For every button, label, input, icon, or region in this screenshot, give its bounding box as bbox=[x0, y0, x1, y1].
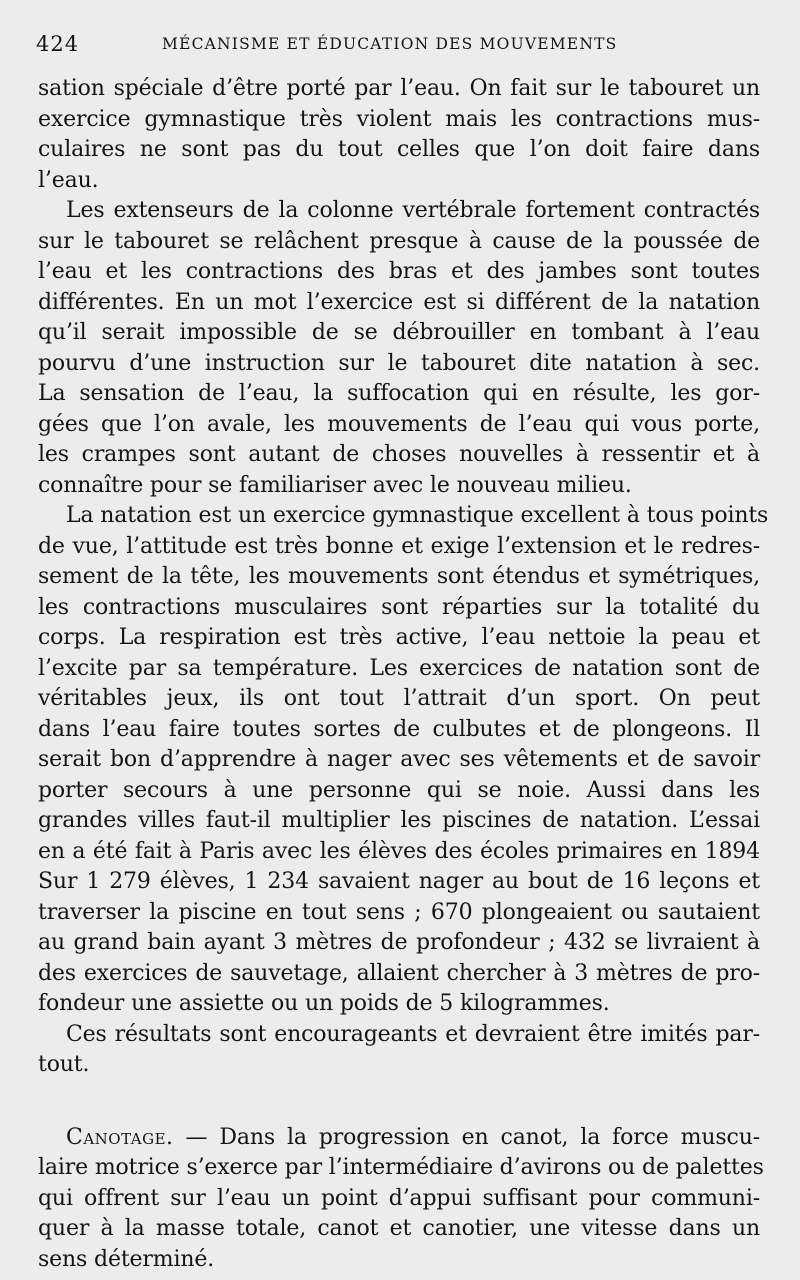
paragraph-resultats bbox=[38, 1020, 760, 1081]
text-line: fondeur une assiette ou un poids de 5 kilogrammes. bbox=[38, 991, 610, 1016]
text-line: sens déterminé. bbox=[38, 1246, 215, 1272]
text-line: qu’il serait impossible de se débrouiller en tombant à l’eau bbox=[38, 320, 760, 345]
text-line: l’eau. bbox=[38, 167, 99, 193]
text-line: l’excite par sa température. Les exercices de natation sont de bbox=[38, 655, 760, 681]
paragraph-natation bbox=[38, 501, 769, 1020]
text-line: dans l’eau faire toutes sortes de culbutes et de plongeons. Il bbox=[38, 716, 760, 742]
text-line: sur le tabouret se relâchent presque à cause de la poussée de bbox=[38, 228, 760, 254]
text-line: grandes villes faut-il multiplier les piscines de natation. L’essai bbox=[38, 808, 760, 833]
text-line: corps. La respiration est très active, l’eau nettoie la peau et bbox=[38, 625, 760, 650]
paragraph-extenseurs bbox=[38, 196, 760, 501]
text-line: sation spéciale d’être porté par l’eau. On fait sur le tabouret un bbox=[38, 76, 760, 101]
page-number: 424 bbox=[36, 32, 80, 56]
text-line: exercice gymnastique très violent mais les contractions mus- bbox=[38, 106, 760, 132]
text-line: porter secours à une personne qui se noie. Aussi dans les bbox=[38, 777, 760, 803]
section-lead-text: — Dans la progression en canot, la force muscu- bbox=[185, 1124, 760, 1150]
text-line: au grand bain ayant 3 mètres de profondeur ; 432 se livraient à bbox=[38, 930, 760, 955]
text-line: laire motrice s’exerce par l’intermédiaire d’avirons ou de palettes bbox=[38, 1155, 764, 1180]
text-line: La sensation de l’eau, la suffocation qui en résulte, les gor- bbox=[38, 381, 760, 406]
text-line: quer à la masse totale, canot et canotier, une vitesse dans un bbox=[38, 1216, 760, 1241]
text-line: gées que l’on avale, les mouvements de l’eau qui vous porte, bbox=[38, 411, 760, 437]
text-line: différentes. En un mot l’exercice est si différent de la natation bbox=[38, 289, 760, 315]
body-text bbox=[38, 74, 769, 1275]
text-line: des exercices de sauvetage, allaient chercher à 3 mètres de pro- bbox=[38, 960, 760, 986]
section-gap bbox=[38, 1081, 760, 1123]
text-line: traverser la piscine en tout sens ; 670 plongeaient ou sautaient bbox=[38, 899, 760, 925]
text-line: connaître pour se familiariser avec le nouveau milieu. bbox=[38, 472, 632, 498]
running-head bbox=[36, 32, 756, 62]
text-line: culaires ne sont pas du tout celles que l’on doit faire dans bbox=[38, 137, 760, 162]
text-line: tout. bbox=[38, 1052, 90, 1077]
text-line: véritables jeux, ils ont tout l’attrait d’un sport. On peut bbox=[38, 686, 760, 711]
paragraph-tabouret bbox=[38, 74, 760, 196]
running-title: MÉCANISME ET ÉDUCATION DES MOUVEMENTS bbox=[162, 35, 618, 53]
text-line: Les extenseurs de la colonne vertébrale fortement contractés bbox=[66, 198, 760, 223]
text-line: Ces résultats sont encourageants et devraient être imités par- bbox=[66, 1021, 760, 1047]
text-line: de vue, l’attitude est très bonne et exige l’extension et le redres- bbox=[38, 533, 760, 559]
paragraph-canotage bbox=[38, 1123, 764, 1276]
text-line: Sur 1 279 élèves, 1 234 savaient nager au bout de 16 leçons et bbox=[38, 869, 760, 894]
text-line: sement de la tête, les mouvements sont étendus et symétriques, bbox=[38, 564, 760, 589]
text-line: serait bon d’apprendre à nager avec ses vêtements et de savoir bbox=[38, 747, 760, 772]
text-line: en a été fait à Paris avec les élèves des écoles primaires en 1894 bbox=[38, 838, 760, 864]
text-line: les crampes sont autant de choses nouvelles à ressentir et à bbox=[38, 442, 760, 467]
text-line: pourvu d’une instruction sur le tabouret dite natation à sec. bbox=[38, 350, 760, 376]
text-line: l’eau et les contractions des bras et des jambes sont toutes bbox=[38, 259, 760, 284]
text-line: les contractions musculaires sont réparties sur la totalité du bbox=[38, 594, 760, 620]
section-heading: Canotage. bbox=[66, 1124, 174, 1150]
text-line: La natation est un exercice gymnastique excellent à tous points bbox=[66, 503, 769, 528]
text-line bbox=[38, 1123, 760, 1154]
text-line: qui offrent sur l’eau un point d’appui suffisant pour communi- bbox=[38, 1185, 760, 1211]
